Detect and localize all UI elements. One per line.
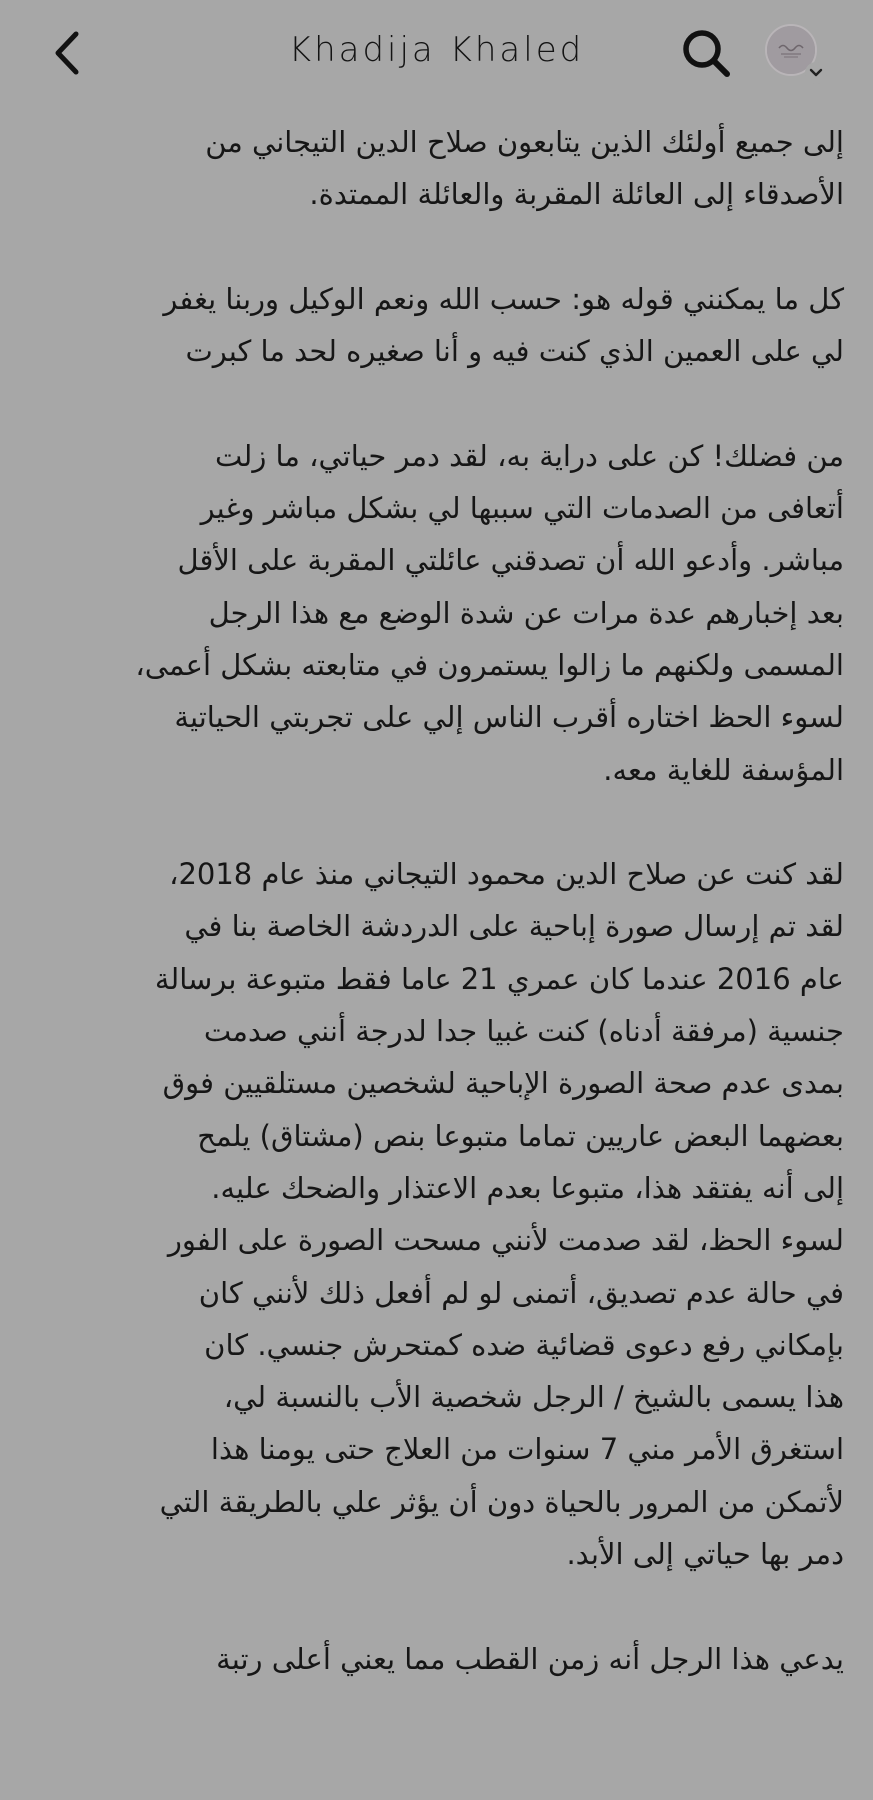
profile-avatar-button[interactable] — [763, 22, 825, 84]
search-button[interactable] — [676, 22, 736, 84]
text-line: الأصدقاء إلى العائلة المقربة والعائلة الممتدة. — [309, 177, 844, 212]
search-icon — [678, 25, 734, 81]
post-body — [42, 116, 844, 1737]
text-line: من فضلك! كن على دراية به، لقد دمر حياتي، ما زلت — [215, 438, 844, 473]
text-line: لسوء الحظ اختاره أقرب الناس إلي على تجربتي الحياتية — [174, 700, 844, 735]
text-line: في حالة عدم تصديق، أتمنى لو لم أفعل ذلك لأنني كان — [198, 1275, 844, 1310]
top-bar — [0, 0, 873, 104]
page-title: Khadija Khaled — [288, 30, 585, 70]
text-line: كل ما يمكنني قوله هو: حسب الله ونعم الوكيل وربنا يغفر — [163, 281, 844, 316]
text-line: جنسية (مرفقة أدناه) كنت غبيا جدا لدرجة أنني صدمت — [203, 1014, 844, 1049]
text-line: لسوء الحظ، لقد صدمت لأنني مسحت الصورة على الفور — [167, 1223, 844, 1258]
avatar-menu-toggle[interactable] — [805, 62, 827, 84]
chevron-left-icon — [52, 30, 82, 76]
text-line: مباشر. وأدعو الله أن تصدقني عائلتي المقربة على الأقل — [177, 543, 844, 578]
text-line: يدعي هذا الرجل أنه زمن القطب مما يعني أعلى رتبة — [216, 1641, 844, 1676]
text-line: لأتمكن من المرور بالحياة دون أن يؤثر علي بالطريقة التي — [159, 1484, 844, 1519]
text-line: بإمكاني رفع دعوى قضائية ضده كمتحرش جنسي. كان — [204, 1327, 844, 1362]
text-line: عام 2016 عندما كان عمري 21 عاما فقط متبوعة برسالة — [154, 961, 844, 996]
text-line: المؤسفة للغاية معه. — [603, 752, 844, 787]
text-line: لقد كنت عن صلاح الدين محمود التيجاني منذ عام 2018، — [169, 857, 844, 892]
paragraph-2 — [42, 273, 844, 378]
text-line: بمدى عدم صحة الصورة الإباحية لشخصين مستلقيين فوق — [162, 1066, 844, 1101]
chevron-down-icon — [808, 67, 824, 79]
text-line: استغرق الأمر مني 7 سنوات من العلاج حتى يومنا هذا — [210, 1432, 844, 1467]
paragraph-1 — [42, 116, 844, 221]
paragraph-3 — [42, 430, 844, 796]
text-line: بعد إخبارهم عدة مرات عن شدة الوضع مع هذا الرجل — [208, 595, 844, 630]
text-line: أتعافى من الصدمات التي سببها لي بشكل مباشر وغير — [200, 491, 844, 526]
text-line: بعضهما البعض عاريين تماما متبوعا بنص (مشتاق) يلمح — [197, 1118, 844, 1153]
text-line: لقد تم إرسال صورة إباحية على الدردشة الخاصة بنا في — [184, 909, 844, 944]
text-line: المسمى ولكنهم ما زالوا يستمرون في متابعته بشكل أعمى، — [135, 647, 844, 682]
paragraph-5 — [42, 1633, 844, 1685]
text-line: إلى جميع أولئك الذين يتابعون صلاح الدين التيجاني من — [205, 125, 844, 159]
back-button[interactable] — [40, 22, 94, 84]
text-line: دمر بها حياتي إلى الأبد. — [566, 1537, 844, 1572]
text-line: لي على العمين الذي كنت فيه و أنا صغيره لحد ما كبرت — [185, 334, 844, 369]
text-line: هذا يسمى بالشيخ / الرجل شخصية الأب بالنسبة لي، — [223, 1380, 844, 1415]
paragraph-4 — [42, 848, 844, 1580]
text-line: إلى أنه يفتقد هذا، متبوعا بعدم الاعتذار والضحك عليه. — [211, 1170, 844, 1205]
